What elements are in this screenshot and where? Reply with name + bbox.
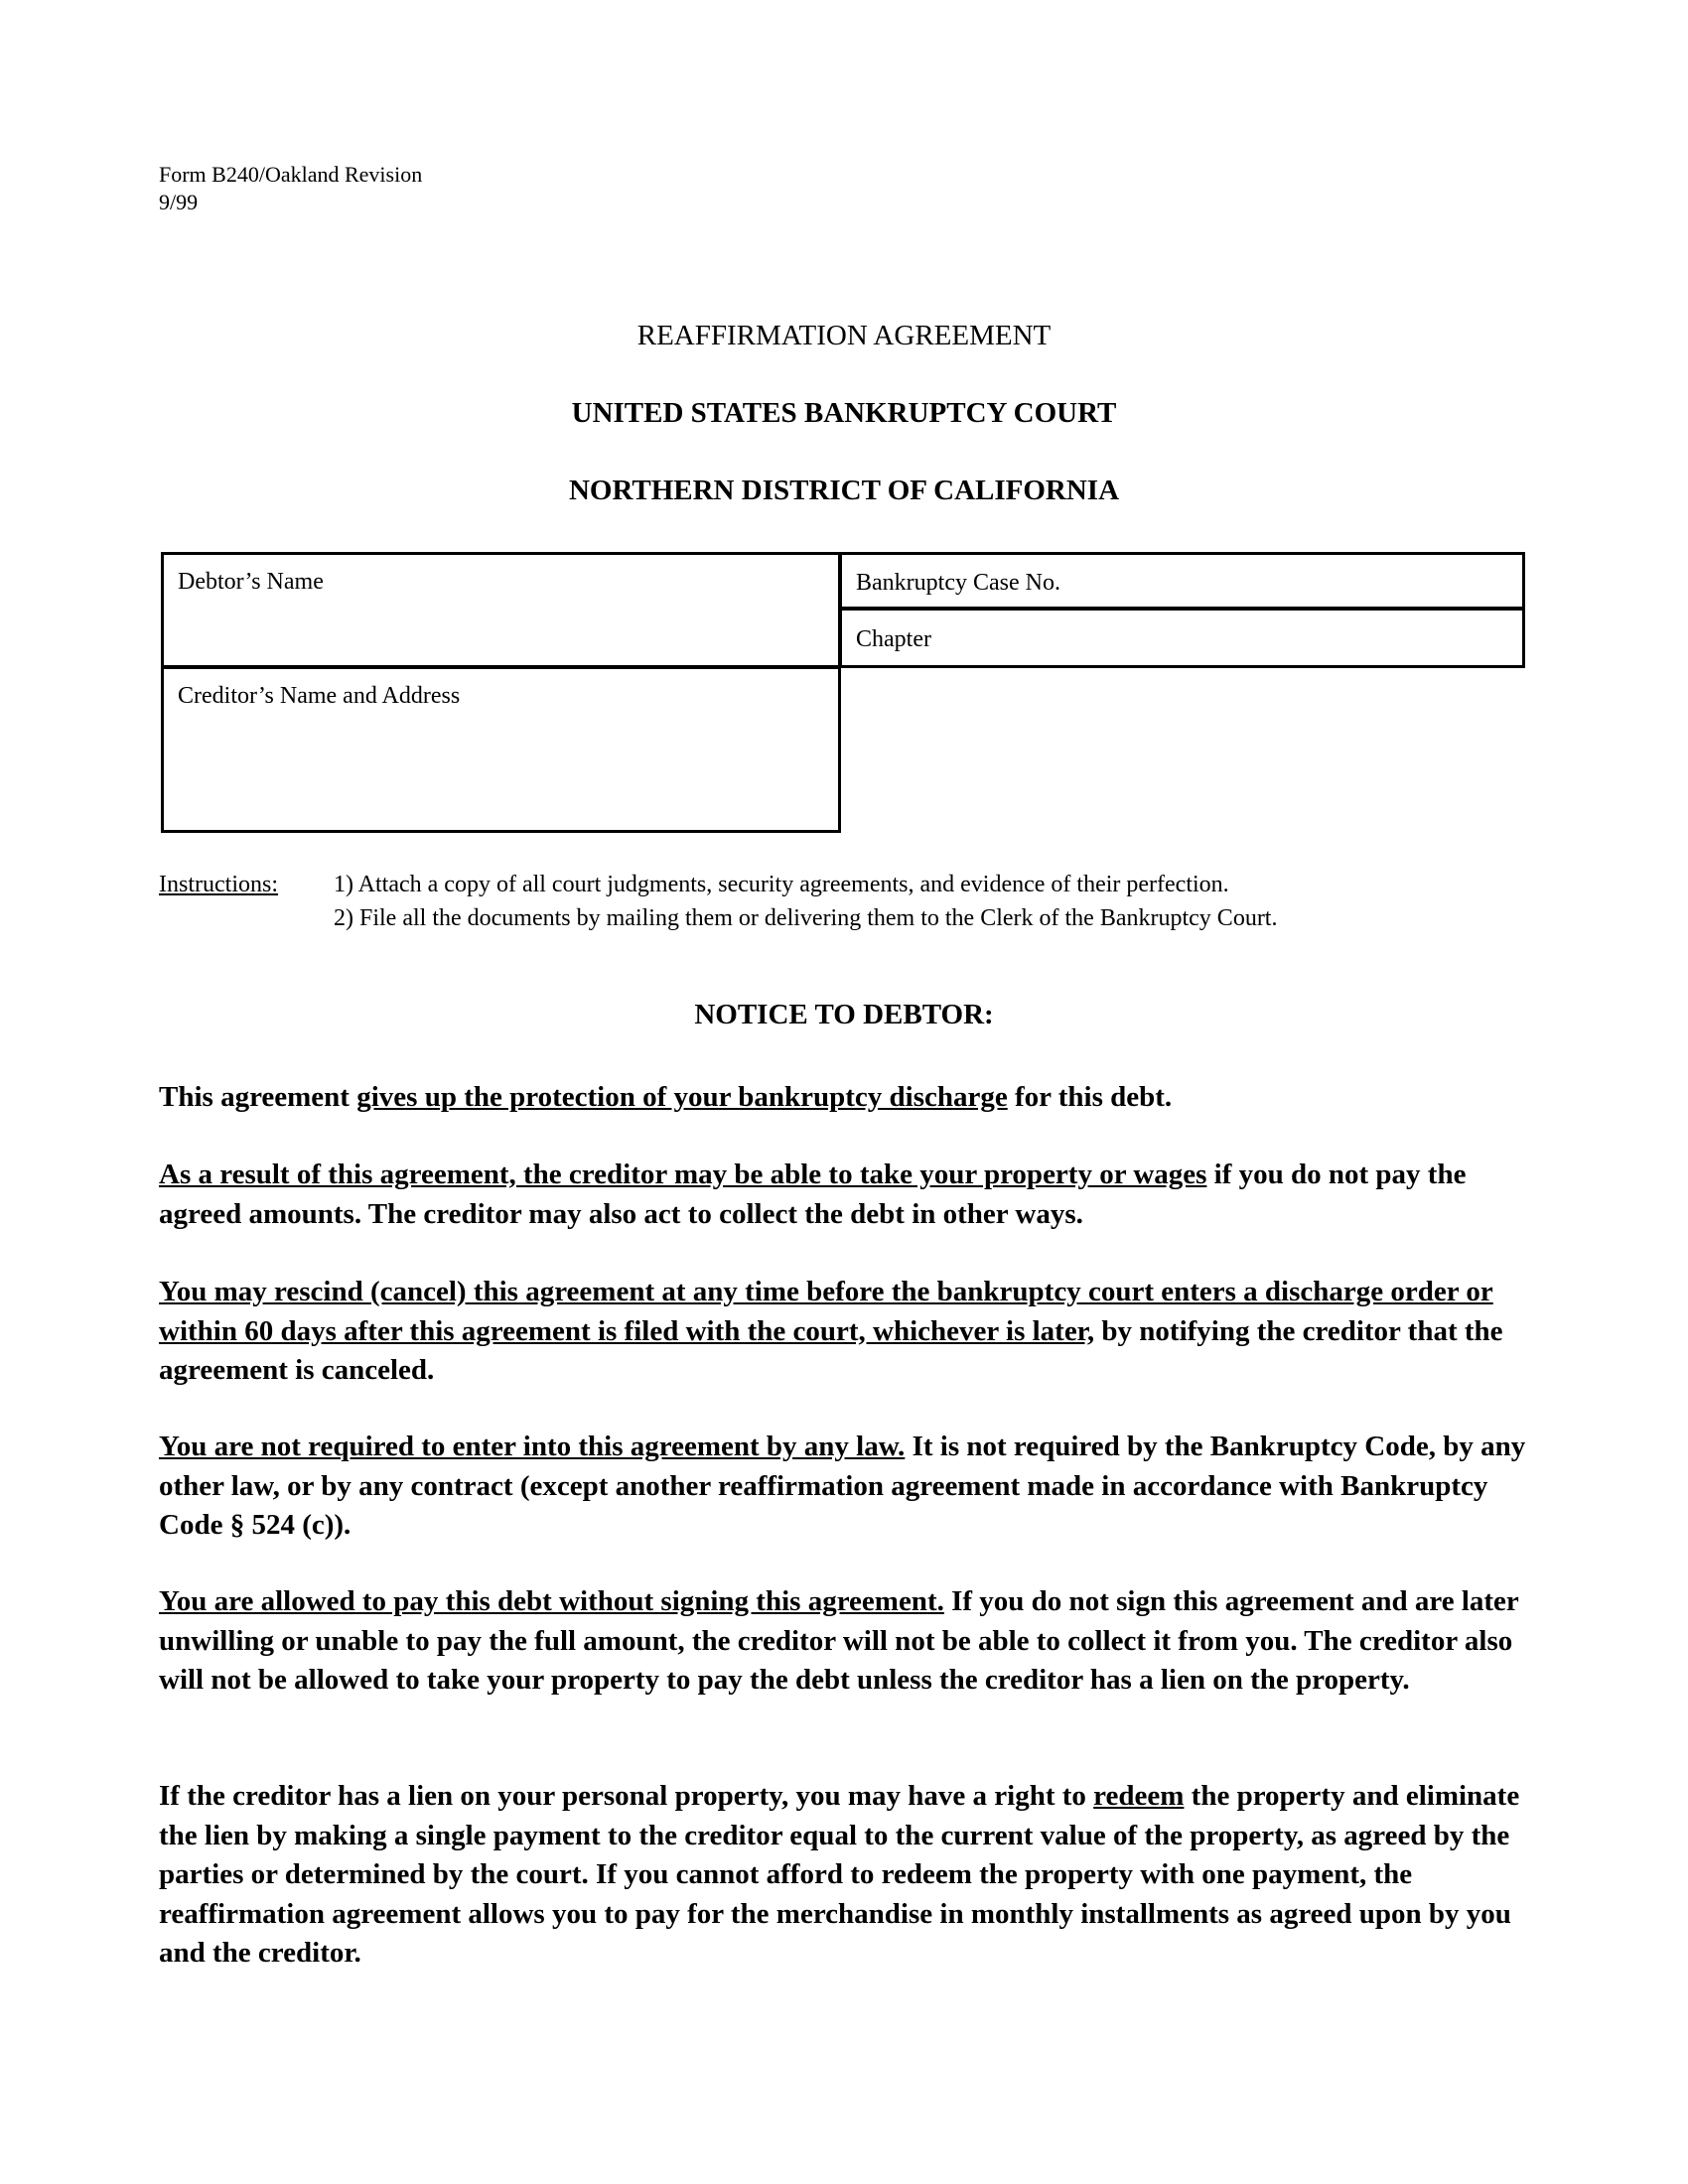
p1-underlined: gives up the protection of your bankruptcy discharge	[356, 1081, 1008, 1113]
notice-title: NOTICE TO DEBTOR:	[694, 999, 994, 1030]
p6-underlined: redeem	[1093, 1780, 1185, 1812]
p5-underlined: You are allowed to pay this debt without signing this agreement.	[159, 1585, 944, 1617]
form-identifier	[159, 161, 422, 216]
district-name: NORTHERN DISTRICT OF CALIFORNIA	[568, 475, 1120, 506]
instructions-label: Instructions:	[159, 872, 278, 897]
chapter-field[interactable]	[839, 608, 1525, 668]
document-title: REAFFIRMATION AGREEMENT	[636, 320, 1052, 351]
p6-text-b: the property and eliminate the lien by making a single payment to the creditor equal to the current value of the property, as agreed by the parties or determined by the court. If you cannot afford to redeem the property with one payment, the reaffirmation agreement allows you to pay for the merchandise in monthly installments as agreed upon by you and the creditor.	[159, 1780, 1520, 1969]
notice-paragraph-2	[159, 1156, 1549, 1234]
p1-text-a: This agreement	[159, 1081, 357, 1113]
p2-underlined: As a result of this agreement, the creditor may be able to take your property or wages	[159, 1159, 1207, 1190]
notice-paragraph-5	[159, 1582, 1549, 1701]
creditor-name-address-field[interactable]	[161, 666, 841, 833]
p5-text: If you do not sign this agreement and are later unwilling or unable to pay the full amount, the creditor will not be able to collect it from you. The creditor also will not be allowed to take your property to pay the debt unless the creditor has a lien on the property.	[159, 1585, 1519, 1696]
creditor-label: Creditor’s Name and Address	[178, 683, 461, 709]
notice-paragraph-1	[159, 1078, 1549, 1118]
debtor-name-label: Debtor’s Name	[178, 569, 324, 595]
p3-underlined: You may rescind (cancel) this agreement at any time before the bankruptcy court enters a discharge order or within 60 days after this agreement is filed with the court, whichever is later,	[159, 1276, 1493, 1347]
p4-text: It is not required by the Bankruptcy Code, by any other law, or by any contract (except another reaffirmation agreement made in accordance with Bankruptcy Code § 524 (c)).	[159, 1431, 1526, 1541]
form-number: Form B240/Oakland Revision	[159, 162, 423, 187]
p1-text-b: for this debt.	[1007, 1081, 1173, 1113]
p2-text: if you do not pay the agreed amounts. The creditor may also act to collect the debt in other ways.	[159, 1159, 1467, 1230]
form-revision-date: 9/99	[159, 190, 199, 214]
chapter-label: Chapter	[856, 626, 931, 652]
notice-paragraph-6	[159, 1777, 1549, 1974]
case-number-label: Bankruptcy Case No.	[856, 570, 1060, 596]
court-name: UNITED STATES BANKRUPTCY COURT	[571, 397, 1117, 429]
notice-paragraph-4	[159, 1428, 1549, 1546]
p3-text: by notifying the creditor that the agreement is canceled.	[159, 1314, 1503, 1386]
case-number-field[interactable]	[839, 552, 1525, 610]
debtor-name-field[interactable]	[161, 552, 841, 668]
p4-underlined: You are not required to enter into this agreement by any law.	[159, 1431, 906, 1462]
instruction-item-1: 1) Attach a copy of all court judgments, security agreements, and evidence of their perfection.	[334, 872, 1229, 897]
instruction-item-2: 2) File all the documents by mailing them or delivering them to the Clerk of the Bankruptcy Court.	[334, 905, 1278, 931]
notice-paragraph-3	[159, 1273, 1549, 1391]
p6-text-a: If the creditor has a lien on your personal property, you may have a right to	[159, 1780, 1094, 1812]
